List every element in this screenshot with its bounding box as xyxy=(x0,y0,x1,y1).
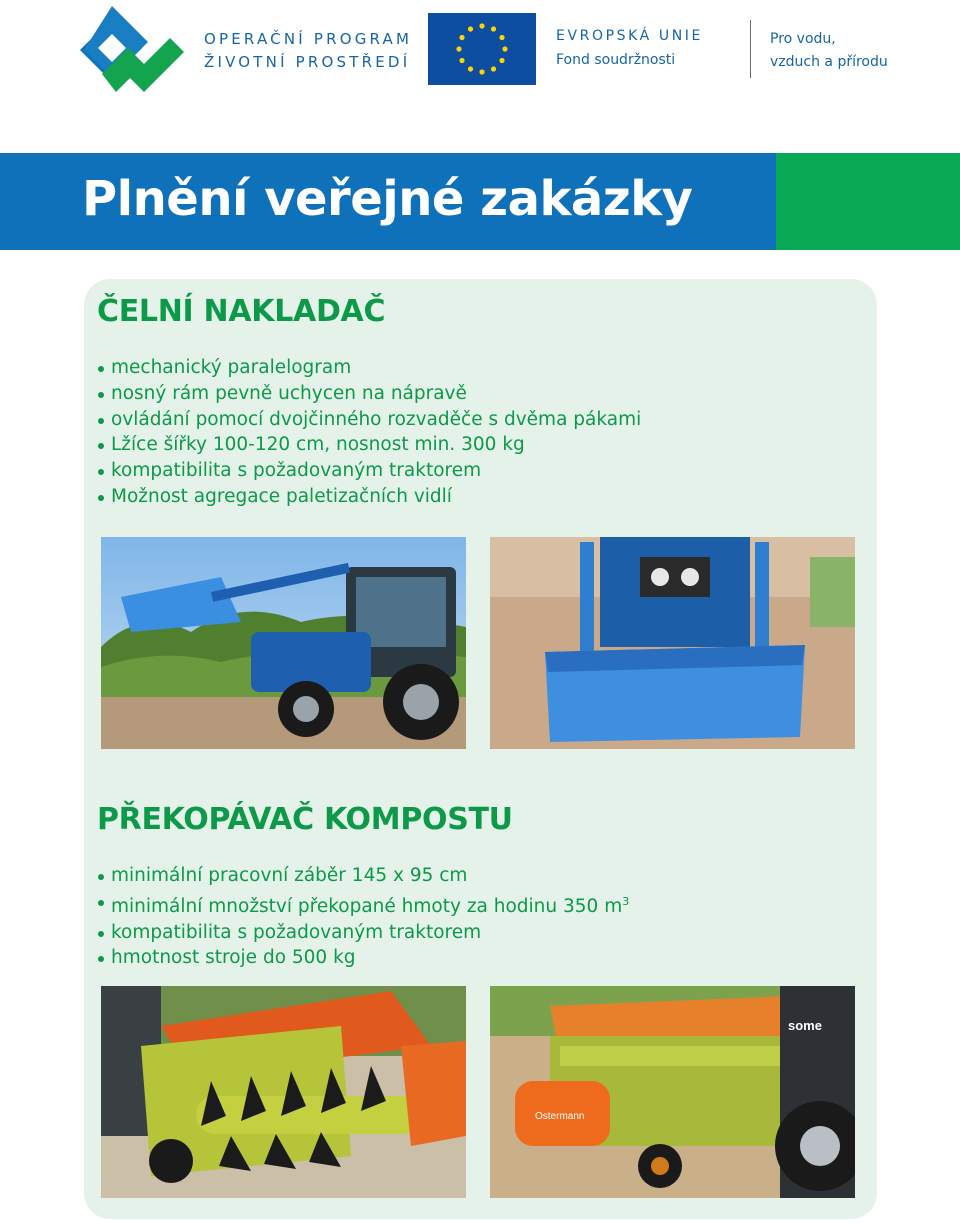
slogan xyxy=(770,28,888,74)
list-item: hmotnost stroje do 500 kg xyxy=(97,945,629,971)
list-item: Lžíce šířky 100-120 cm, nosnost min. 300 kg xyxy=(97,432,641,458)
list-item-text: minimální množství překopané hmoty za hodinu 350 m xyxy=(111,895,623,917)
eu-fund-name: Fond soudržnosti xyxy=(556,52,676,68)
list-item: Možnost agregace paletizačních vidlí xyxy=(97,484,641,510)
list-item: ovládání pomocí dvojčinného rozvaděče s dvěma pákami xyxy=(97,407,641,433)
header-divider xyxy=(750,20,751,78)
photo-compost-turner-side xyxy=(490,986,855,1198)
eu-name: EVROPSKÁ UNIE xyxy=(556,28,703,44)
unit-superscript: 3 xyxy=(622,894,630,908)
brand-logo-text: some xyxy=(788,1018,822,1033)
title-band-accent xyxy=(776,153,960,250)
page-title: Plnění veřejné zakázky xyxy=(82,171,693,227)
section-compost-turner-title: PŘEKOPÁVAČ KOMPOSTU xyxy=(97,802,513,837)
slogan-line-1: Pro vodu, xyxy=(770,31,836,47)
section-front-loader-title: ČELNÍ NAKLADAČ xyxy=(97,294,386,329)
list-item: kompatibilita s požadovaným traktorem xyxy=(97,920,629,946)
slogan-line-2: vzduch a přírodu xyxy=(770,54,888,70)
list-item: nosný rám pevně uchycen na nápravě xyxy=(97,381,641,407)
front-loader-spec-list xyxy=(97,355,641,510)
list-item: kompatibilita s požadovaným traktorem xyxy=(97,458,641,484)
list-item xyxy=(97,889,629,920)
list-item: mechanický paralelogram xyxy=(97,355,641,381)
eu-flag-icon xyxy=(428,13,536,85)
op-line-2: ŽIVOTNÍ PROSTŘEDÍ xyxy=(204,53,411,71)
op-zp-logo-icon xyxy=(72,4,186,94)
compost-turner-spec-list xyxy=(97,863,629,971)
list-item: minimální pracovní záběr 145 x 95 cm xyxy=(97,863,629,889)
op-line-1: OPERAČNÍ PROGRAM xyxy=(204,30,413,48)
photo-loader-tractor-side xyxy=(101,537,466,749)
photo-loader-bucket-front xyxy=(490,537,855,749)
svg-text:Ostermann: Ostermann xyxy=(535,1111,585,1122)
op-program-name xyxy=(204,28,412,74)
photo-compost-turner-rotor xyxy=(101,986,466,1198)
